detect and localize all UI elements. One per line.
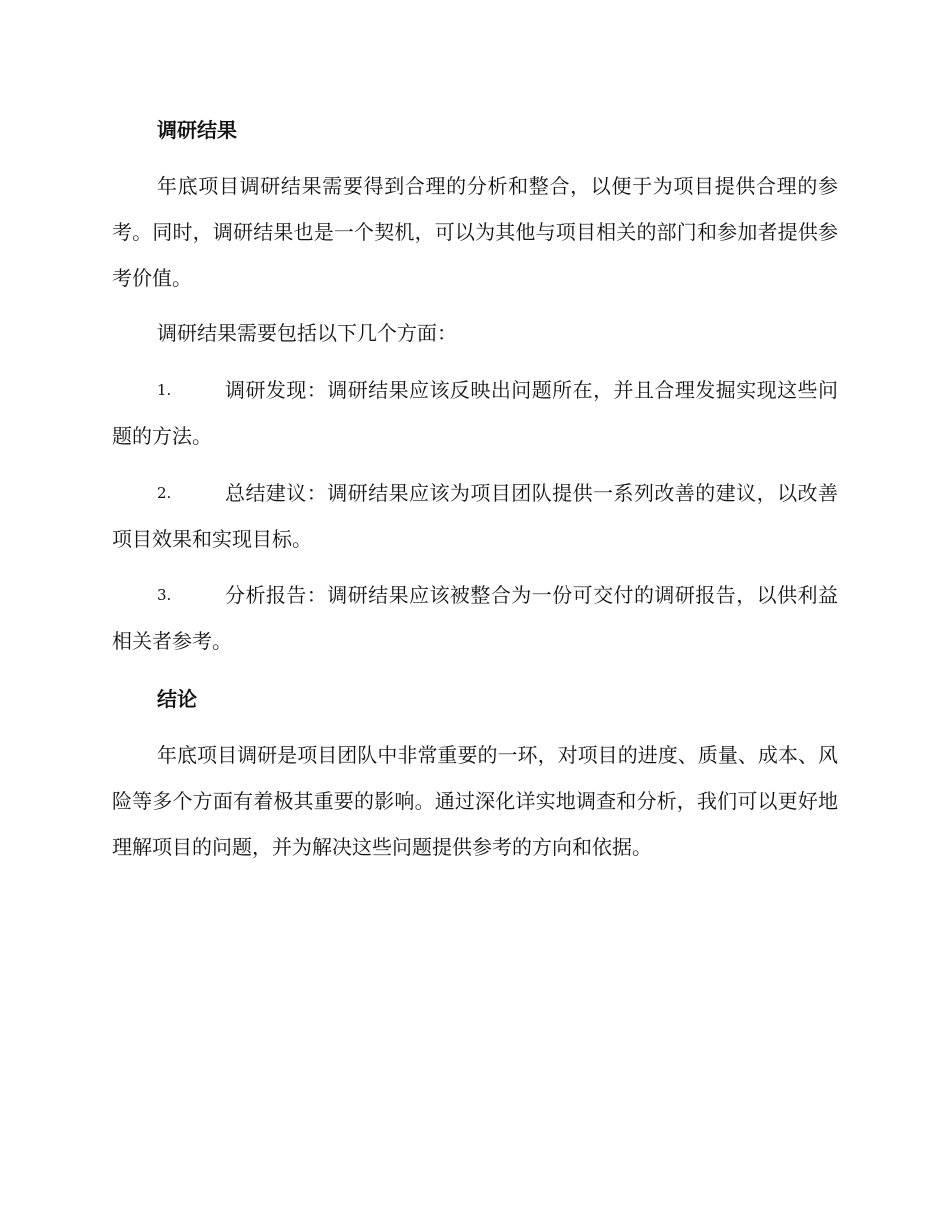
section-heading-conclusion: 结论 xyxy=(157,687,197,711)
results-paragraph: 年底项目调研结果需要得到合理的分析和整合，以便于为项目提供合理的参考。同时，调研结果也是一个契机，可以为其他与项目相关的部门和参加者提供参考价值。 xyxy=(112,174,838,290)
list-item xyxy=(112,572,838,664)
conclusion-paragraph: 年底项目调研是项目团队中非常重要的一环，对项目的进度、质量、成本、风险等多个方面有着极其重要的影响。通过深化详实地调查和分析，我们可以更好地理解项目的问题，并为解决这些问题提供参考的方向和依据。 xyxy=(112,743,838,859)
list-item-text: 调研发现：调研结果应该反映出问题所在，并且合理发掘实现这些问题的方法。 xyxy=(112,378,838,448)
list-item-text: 总结建议：调研结果应该为项目团队提供一系列改善的建议，以改善项目效果和实现目标。 xyxy=(112,481,838,551)
list-item-text: 分析报告：调研结果应该被整合为一份可交付的调研报告，以供利益相关者参考。 xyxy=(112,583,838,653)
list-item-number: 3. xyxy=(157,586,172,604)
section-heading-results: 调研结果 xyxy=(157,118,237,142)
list-item-number: 1. xyxy=(157,381,172,399)
list-item-number: 2. xyxy=(157,484,172,502)
list-item xyxy=(112,367,838,459)
results-intro-paragraph: 调研结果需要包括以下几个方面： xyxy=(157,321,457,345)
list-item xyxy=(112,470,838,562)
